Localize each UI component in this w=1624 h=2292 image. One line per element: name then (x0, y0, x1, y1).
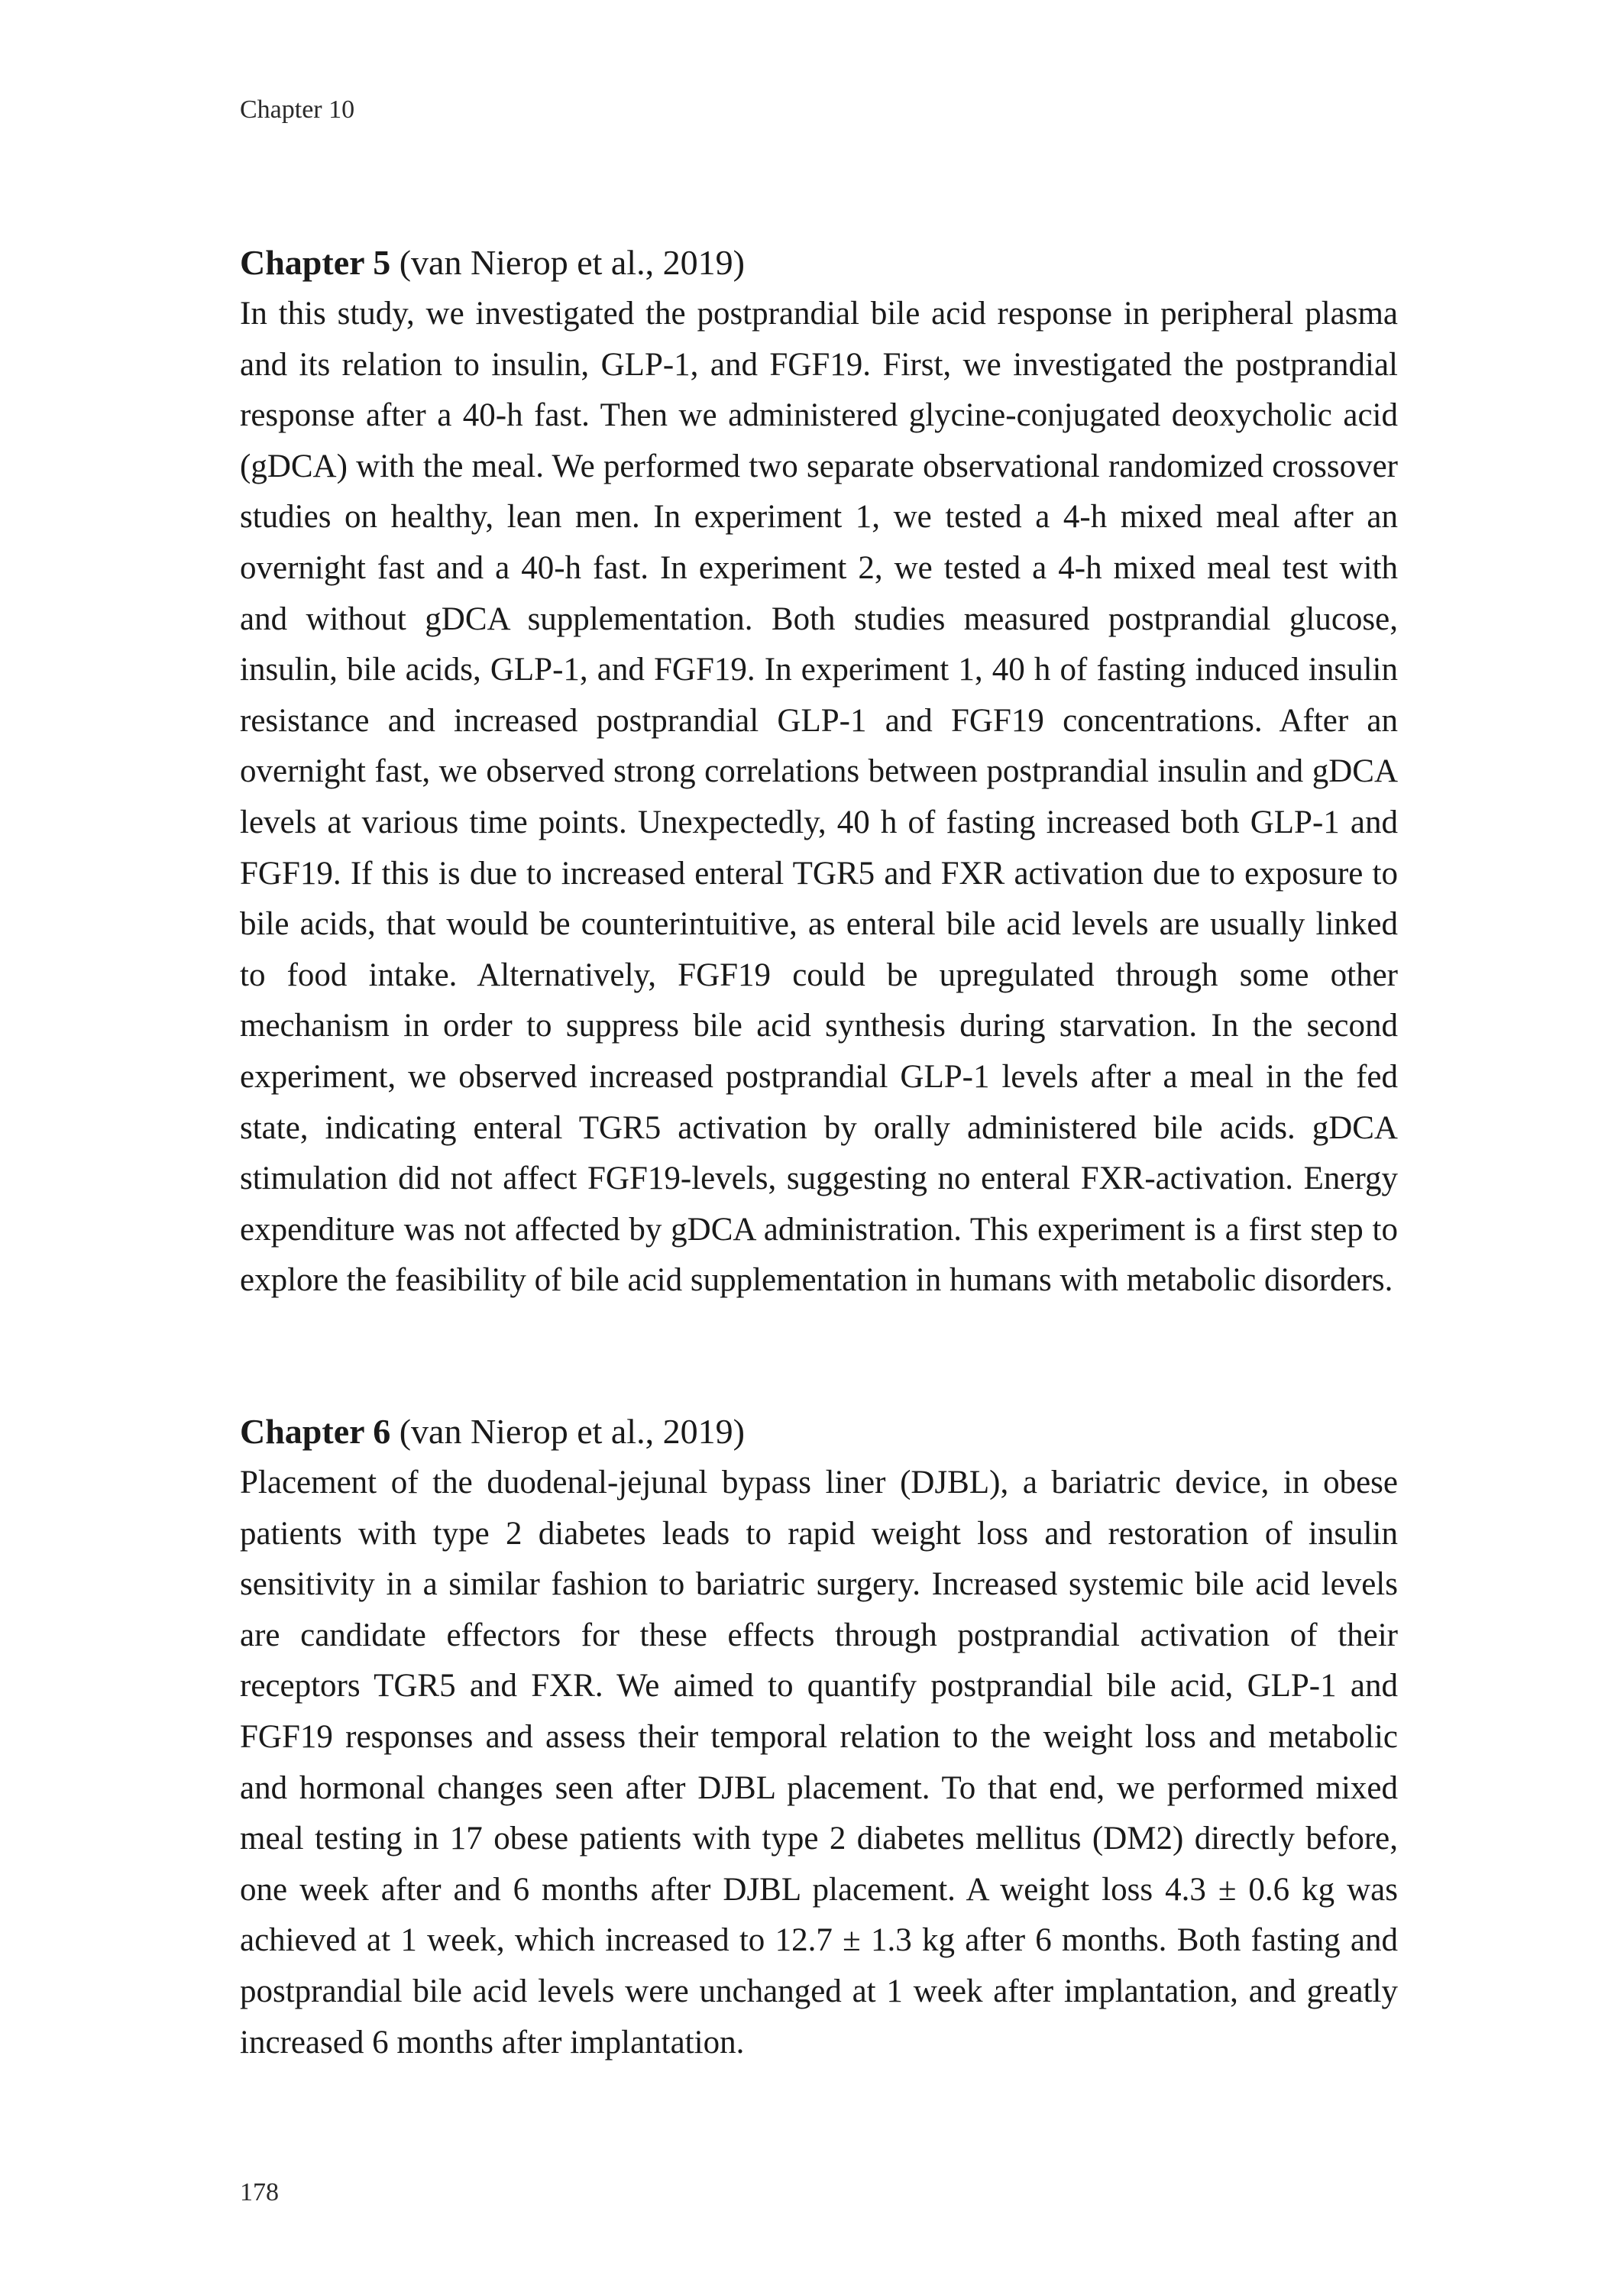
running-header: Chapter 10 (240, 96, 355, 124)
chapter-citation: (van Nierop et al., 2019) (399, 243, 745, 282)
chapter-label: Chapter 6 (240, 1412, 391, 1451)
section-heading (240, 1406, 1398, 1458)
section-heading (240, 237, 1398, 289)
section-body: Placement of the duodenal-jejunal bypass liner (DJBL), a bariatric device, in obese patients with type 2 diabetes leads to rapid weight loss and restoration of insulin sensitivity in a similar fashion to bariatric surgery. Increased systemic bile acid levels are candidate effectors for these effects through postprandial activation of their receptors TGR5 and FXR. We aimed to quantify postprandial bile acid, GLP-1 and FGF19 responses and assess their temporal relation to the weight loss and metabolic and hormonal changes seen after DJBL placement. To that end, we performed mixed meal testing in 17 obese patients with type 2 diabetes mellitus (DM2) directly before, one week after and 6 months after DJBL placement. A weight loss 4.3 ± 0.6 kg was achieved at 1 week, which increased to 12.7 ± 1.3 kg after 6 months. Both fasting and postprandial bile acid levels were unchanged at 1 week after implantation, and greatly increased 6 months after implantation. (240, 1465, 1398, 2061)
chapter-citation: (van Nierop et al., 2019) (399, 1412, 745, 1451)
chapter-label: Chapter 5 (240, 243, 391, 282)
chapter-6-summary (240, 1406, 1398, 2068)
chapter-5-summary (240, 237, 1398, 1306)
section-body: In this study, we investigated the postprandial bile acid response in peripheral plasma and its relation to insulin, GLP-1, and FGF19. First, we investigated the postprandial response after a 40-h fast. Then we administered glycine-conjugated deoxycholic acid (gDCA) with the meal. We performed two separate observational randomized crossover studies on healthy, lean men. In experiment 1, we tested a 4-h mixed meal after an overnight fast and a 40-h fast. In experiment 2, we tested a 4-h mixed meal test with and without gDCA supplementation. Both studies measured postprandial glucose, insulin, bile acids, GLP-1, and FGF19. In experiment 1, 40 h of fasting induced insulin resistance and increased postprandial GLP-1 and FGF19 concentrations. After an overnight fast, we observed strong correlations between postprandial insulin and gDCA levels at various time points. Unexpectedly, 40 h of fasting increased both GLP-1 and FGF19. If this is due to increased enteral TGR5 and FXR activation due to exposure to bile acids, that would be counterintuitive, as enteral bile acid levels are usually linked to food intake. Alternatively, FGF19 could be upregulated through some other mechanism in order to suppress bile acid synthesis during starvation. In the second experiment, we observed increased postprandial GLP-1 levels after a meal in the fed state, indicating enteral TGR5 activation by orally administered bile acids. gDCA stimulation did not affect FGF19-levels, suggesting no enteral FXR-activation. Energy expenditure was not affected by gDCA administration. This experiment is a first step to explore the feasibility of bile acid supplementation in humans with metabolic disorders. (240, 296, 1398, 1299)
page-number: 178 (240, 2178, 279, 2206)
